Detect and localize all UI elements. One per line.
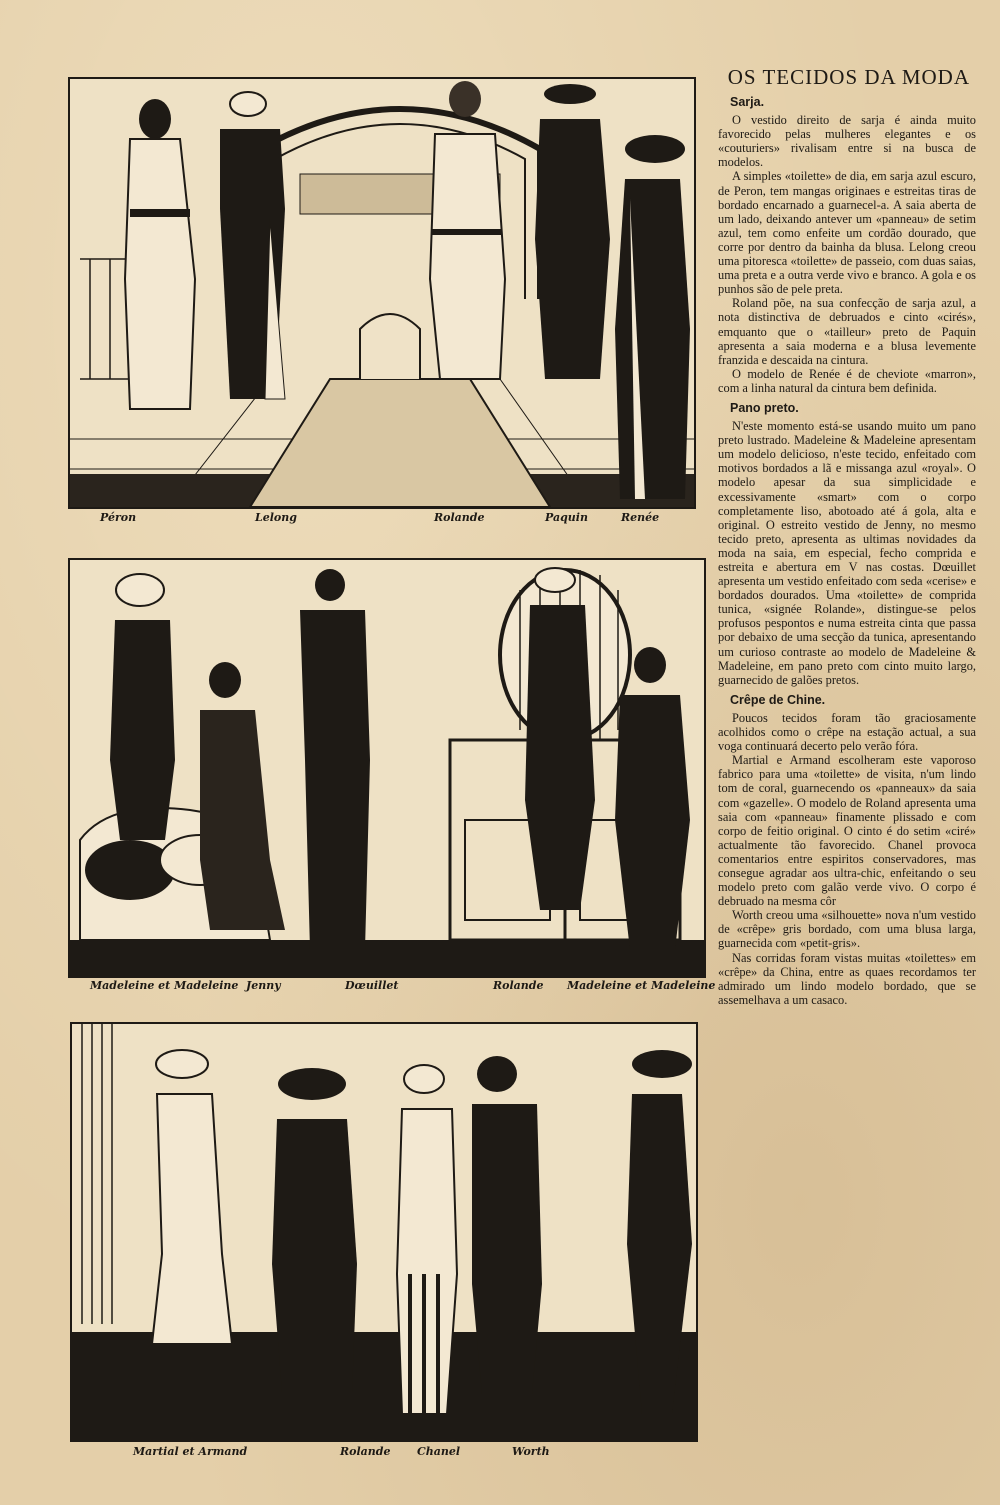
plate-3-caption-4: Worth: [512, 1445, 550, 1458]
section-heading-pano-preto: Pano preto.: [730, 400, 799, 415]
plate-1-caption-4: Paquin: [545, 511, 588, 524]
paragraph: Roland põe, na sua confecção de sarja azul, a nota distinctiva de debruados e cinto «cirés», emquanto que o «tailleur» preto de Paquin apresenta a saia moderna e a blusa levemente franzida e descaida na cintura.: [718, 296, 976, 367]
fashion-illustration-1: [70, 79, 694, 507]
article-column: [718, 66, 976, 1007]
paragraph: Worth creou uma «silhouette» nova n'um vestido de «crêpe» gris bordado, com uma blusa larga, guarnecida com «petit-gris».: [718, 908, 976, 951]
paragraph: O vestido direito de sarja é ainda muito favorecido pelas mulheres elegantes e os «couturiers» rivalisam entre si na busca de modelos.: [718, 113, 976, 170]
plate-1-caption-1: Péron: [100, 511, 137, 524]
fashion-plate-1: [68, 77, 696, 509]
paragraph: N'este momento está-se usando muito um pano preto lustrado. Madeleine & Madeleine apresentam um modelo delicioso, n'este tecido, enfeitado com motivos bordados a lã e missanga azul «royal». O modelo apesar da sua simplicidade e excessivamente «smart» com o corpo completamente liso, abotoado até á gola, alta e original. O estreito vestido de Jenny, no mesmo tecido preto, apresenta as ultimas novidades da moda na saia, em especial, fecho comprida e estreita e abertura em V nas costas. Dœuillet apresenta um vestido enfeitado com seda «cerise» e bordados dourados. Uma «toilette» de comprida tunica, «signée Rolande», distingue-se pelos profusos pespontos e numa estreita cinta que passa por debaixo de uma secção da tunica, apresentando um curioso contraste ao modelo de Madeleine & Madeleine, em pano preto com cinto muito largo, guarnecido de galões pretos.: [718, 419, 976, 687]
paragraph: Martial e Armand escolheram este vaporoso fabrico para uma «toilette» de visita, n'um lindo tom de coral, guarnecendo os «panneaux» da saia com «gazelle». O modelo de Roland apresenta uma saia com «panneau» finamente plissado e com corpo de feitio original. O cinto é do setim «ciré» actualmente tão favorecido. Chanel provoca comentarios entre espiritos conservadores, mas consegue agradar aos ultra-chic, enfeitando o seu modelo preto com galão verde vivo. O corpo é debruado na mesma côr: [718, 753, 976, 909]
fashion-illustration-2: [70, 560, 704, 976]
fashion-illustration-3: [72, 1024, 696, 1440]
paragraph: O modelo de Renée é de cheviote «marron», com a linha natural da cintura bem definida.: [718, 366, 976, 395]
plate-2-caption-2: Jenny: [246, 979, 281, 992]
page-title: OS TECIDOS DA MODA: [727, 65, 970, 89]
plate-1-caption-3: Rolande: [434, 511, 485, 524]
fashion-plate-2: [68, 558, 706, 978]
paragraph: Poucos tecidos foram tão graciosamente acolhidos como o crêpe na estação actual, a sua voga continuará decerto pelo verão fóra.: [718, 710, 976, 754]
plate-2-caption-5: Madeleine et Madeleine: [567, 979, 716, 992]
plate-3-caption-2: Rolande: [340, 1445, 391, 1458]
plate-3-caption-1: Martial et Armand: [133, 1445, 248, 1458]
fashion-plate-3: [70, 1022, 698, 1442]
plate-2-caption-3: Dœuillet: [345, 979, 399, 992]
plate-2-caption-1: Madeleine et Madeleine: [90, 979, 239, 992]
plate-2-caption-4: Rolande: [493, 979, 544, 992]
plate-3-caption-3: Chanel: [417, 1445, 461, 1458]
section-heading-crepe-de-chine: Crêpe de Chine.: [730, 692, 826, 707]
plate-1-caption-5: Renée: [621, 511, 660, 524]
paragraph: Nas corridas foram vistas muitas «toilettes» em «crêpe» da China, entre as quaes recordamos ter admirado um lindo modelo bordado, que se assemelhava a um casaco.: [718, 950, 976, 1007]
paragraph: A simples «toilette» de dia, em sarja azul escuro, de Peron, tem mangas originaes e estreitas tiras de bordado encarnado a guarnecel-a. A saia aberta de um lado, deixando antever um «panneau» de setim azul, tem como enfeite um cordão dourado, que corre por dentro da bainha da blusa. Lelong creou uma pitoresca «toilette» de passeio, com duas saias, uma preta e a outra verde vivo e branco. A gola e os punhos são de pele preta.: [718, 169, 976, 297]
section-heading-sarja: Sarja.: [730, 95, 765, 109]
plate-1-caption-2: Lelong: [255, 511, 297, 524]
